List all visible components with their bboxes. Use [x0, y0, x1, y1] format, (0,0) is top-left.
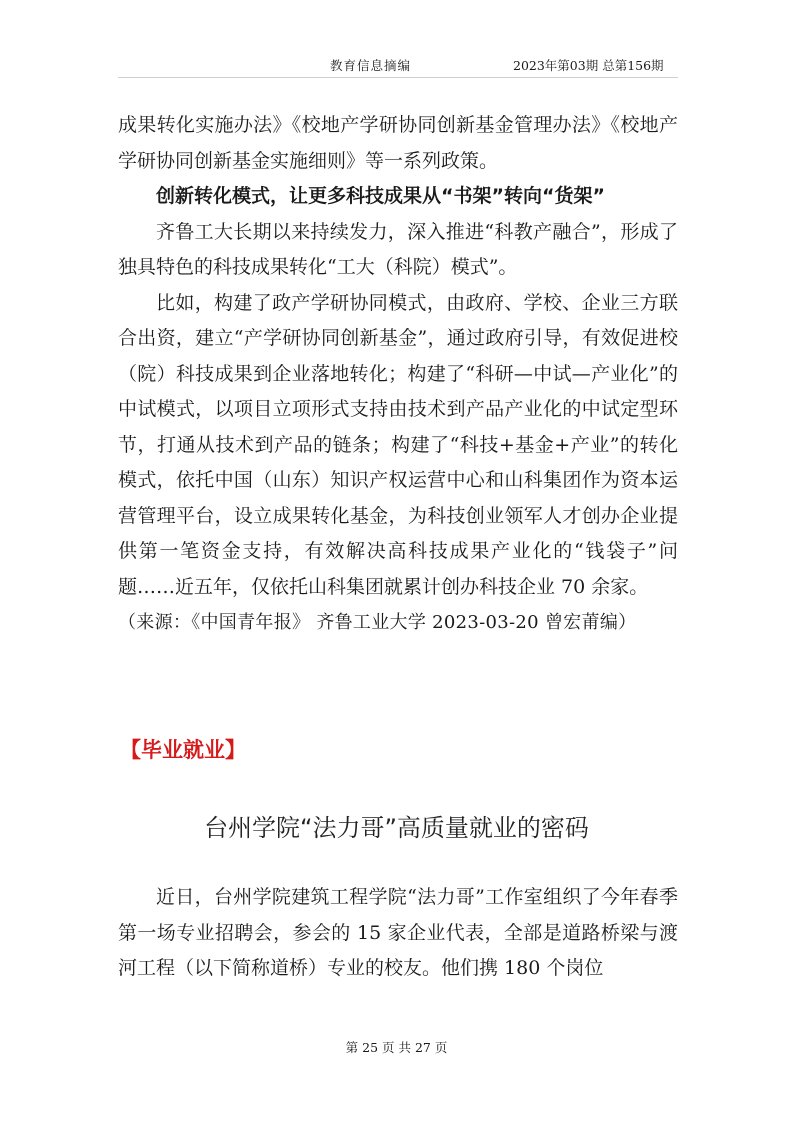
section-label: 【毕业就业】 — [120, 738, 246, 762]
paragraph: 近日，台州学院建筑工程学院“法力哥”工作室组织了今年春季第一场专业招聘会，参会的 15 家企业代表，全部是道路桥梁与渡河工程（以下简称道桥）专业的校友。他们携 180 个岗位 — [118, 886, 678, 979]
page-header — [0, 56, 793, 76]
header-rule — [118, 77, 678, 78]
publication-name: 教育信息摘编 — [330, 58, 412, 73]
paragraph-continued: 成果转化实施办法》《校地产学研协同创新基金管理办法》《校地产学研协同创新基金实施细则》等一系列政策。 — [118, 114, 678, 172]
issue-number: 2023年第03期 总第156期 — [513, 58, 664, 73]
paragraph: 比如，构建了政产学研协同模式，由政府、学校、企业三方联合出资，建立“产学研协同创新基金”，通过政府引导，有效促进校（院）科技成果到企业落地转化；构建了“科研—中试—产业化”的中试模式，以项目立项形式支持由技术到产品产业化的中试定型环节，打通从技术到产品的链条；构建了“科技+基金+产业”的转化模式，依托中国（山东）知识产权运营中心和山科集团作为资本运营管理平台，设立成果转化基金，为科技创业领军人才创办企业提供第一笔资金支持，有效解决高科技成果产业化的“钱袋子”问题……近五年，仅依托山科集团就累计创办科技企业 70 余家。 — [118, 291, 678, 598]
page-footer: 第 25 页 共 27 页 — [345, 1040, 448, 1055]
article-1-body — [118, 108, 678, 641]
article-title: 台州学院“法力哥”高质量就业的密码 — [204, 814, 589, 842]
paragraph: 齐鲁工大长期以来持续发力，深入推进“科教产融合”，形成了独具特色的科技成果转化“工大（科院）模式”。 — [118, 220, 678, 278]
subheading: 创新转化模式，让更多科技成果从“书架”转向“货架” — [156, 185, 605, 207]
article-2-body — [118, 880, 678, 987]
source-citation: （来源：《中国青年报》 齐鲁工业大学 2023-03-20 曾宏莆编） — [118, 612, 637, 633]
